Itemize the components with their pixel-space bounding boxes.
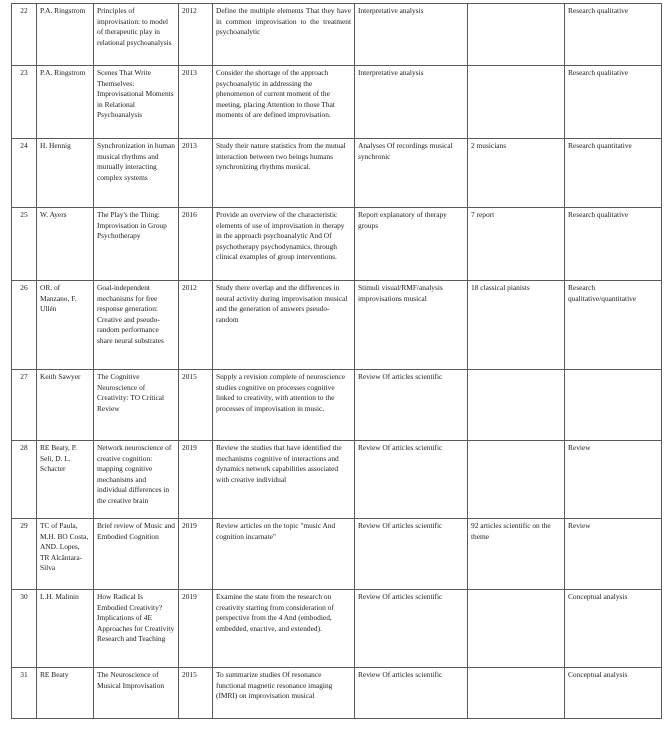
table-row bbox=[12, 139, 662, 208]
cell-year: 2015 bbox=[179, 668, 213, 719]
cell-year: 2019 bbox=[179, 441, 213, 519]
cell-entry-number: 28 bbox=[12, 441, 37, 519]
cell-method: Stimuli visual/RMF/analysis improvisations musical bbox=[355, 281, 468, 370]
cell-sample: 92 articles scientific on the theme bbox=[468, 519, 565, 590]
cell-objective: Consider the shortage of the approach psychoanalytic in addressing the phenomenon of current moment of the meeting, placing Attention to those That moments of are defined improvisation. bbox=[213, 66, 355, 139]
cell-entry-number: 29 bbox=[12, 519, 37, 590]
cell-title: The Neuroscience of Musical Improvisation bbox=[94, 668, 179, 719]
cell-study-type bbox=[565, 370, 662, 441]
cell-method: Review Of articles scientific bbox=[355, 590, 468, 668]
cell-author: H. Hennig bbox=[37, 139, 94, 208]
table-row bbox=[12, 370, 662, 441]
cell-author: TC of Paula, M.H. BO Costa, AND. Lopes, TR Alcântara-Silva bbox=[37, 519, 94, 590]
cell-title: Synchronization in human musical rhythms and mutually interacting complex systems bbox=[94, 139, 179, 208]
cell-year: 2012 bbox=[179, 4, 213, 66]
table-body bbox=[12, 4, 662, 719]
cell-study-type: Review bbox=[565, 441, 662, 519]
cell-study-type: Research quantitative bbox=[565, 139, 662, 208]
cell-title: How Radical Is Embodied Creativity? Implications of 4E Approaches for Creativity Research and Teaching bbox=[94, 590, 179, 668]
cell-method: Review Of articles scientific bbox=[355, 441, 468, 519]
cell-entry-number: 31 bbox=[12, 668, 37, 719]
cell-method: Interpretative analysis bbox=[355, 66, 468, 139]
cell-entry-number: 25 bbox=[12, 208, 37, 281]
table-row bbox=[12, 4, 662, 66]
cell-author: P.A. Ringstrom bbox=[37, 4, 94, 66]
cell-title: The Cognitive Neuroscience of Creativity: TO Critical Review bbox=[94, 370, 179, 441]
cell-title: Brief review of Music and Embodied Cognition bbox=[94, 519, 179, 590]
cell-objective: Study there overlap and the differences in neural activity during improvisation musical and the generation of answers pseudo-random bbox=[213, 281, 355, 370]
cell-year: 2016 bbox=[179, 208, 213, 281]
cell-year: 2015 bbox=[179, 370, 213, 441]
table-row bbox=[12, 519, 662, 590]
cell-sample bbox=[468, 668, 565, 719]
table-row bbox=[12, 668, 662, 719]
cell-author: RE Beaty, P. Seli, D. L. Schacter bbox=[37, 441, 94, 519]
cell-method: Review Of articles scientific bbox=[355, 370, 468, 441]
table-row bbox=[12, 441, 662, 519]
cell-sample: 18 classical pianists bbox=[468, 281, 565, 370]
cell-sample bbox=[468, 590, 565, 668]
cell-objective: Examine the state from the research on creativity starting from consideration of perspective from the 4 And (embodied, embedded, enactive, and extended). bbox=[213, 590, 355, 668]
cell-author: P.A. Ringstrom bbox=[37, 66, 94, 139]
cell-objective: Provide an overview of the characteristic elements of use of improvisation in therapy in the approach psychoanalytic And Of psychotherapy psychodynamics, through clinical examples of group interventions. bbox=[213, 208, 355, 281]
cell-title: Scenes That Write Themselves: Improvisational Moments in Relational Psychoanalysis bbox=[94, 66, 179, 139]
cell-author: RE Beaty bbox=[37, 668, 94, 719]
cell-sample bbox=[468, 370, 565, 441]
cell-method: Review Of articles scientific bbox=[355, 519, 468, 590]
cell-entry-number: 26 bbox=[12, 281, 37, 370]
cell-author: OR. of Manzano, F. Ullén bbox=[37, 281, 94, 370]
cell-author: W. Ayers bbox=[37, 208, 94, 281]
systematic-review-table bbox=[11, 3, 662, 719]
cell-year: 2012 bbox=[179, 281, 213, 370]
cell-entry-number: 24 bbox=[12, 139, 37, 208]
cell-sample: 7 report bbox=[468, 208, 565, 281]
cell-title: The Play's the Thing: Improvisation in Group Psychotherapy bbox=[94, 208, 179, 281]
cell-objective: Review the studies that have identified the mechanisms cognitive of interactions and dynamics network capabilities associated with creative individual bbox=[213, 441, 355, 519]
cell-method: Interpretative analysis bbox=[355, 4, 468, 66]
cell-entry-number: 30 bbox=[12, 590, 37, 668]
cell-study-type: Conceptual analysis bbox=[565, 668, 662, 719]
cell-title: Principles of improvisation: to model of therapeutic play in relational psychoanalysis bbox=[94, 4, 179, 66]
cell-study-type: Research qualitative bbox=[565, 208, 662, 281]
cell-sample bbox=[468, 441, 565, 519]
cell-author: L.H. Malinin bbox=[37, 590, 94, 668]
cell-entry-number: 27 bbox=[12, 370, 37, 441]
table-row bbox=[12, 590, 662, 668]
cell-year: 2013 bbox=[179, 66, 213, 139]
cell-objective: Define the multiple elements That they have in common improvisation to the treatment psychoanalytic bbox=[213, 4, 355, 66]
cell-author: Keith Sawyer bbox=[37, 370, 94, 441]
cell-objective: Review articles on the topic "music And cognition incarnate" bbox=[213, 519, 355, 590]
cell-year: 2019 bbox=[179, 590, 213, 668]
cell-entry-number: 23 bbox=[12, 66, 37, 139]
table-row bbox=[12, 66, 662, 139]
cell-method: Analyses Of recordings musical synchronic bbox=[355, 139, 468, 208]
cell-title: Goal-independent mechanisms for free response generation: Creative and pseudo-random performance share neural substrates bbox=[94, 281, 179, 370]
cell-method: Review Of articles scientific bbox=[355, 668, 468, 719]
cell-method: Report explanatory of therapy groups bbox=[355, 208, 468, 281]
cell-study-type: Research qualitative/quantitative bbox=[565, 281, 662, 370]
table-row bbox=[12, 281, 662, 370]
cell-entry-number: 22 bbox=[12, 4, 37, 66]
cell-title: Network neuroscience of creative cognition: mapping cognitive mechanisms and individual differences in the creative brain bbox=[94, 441, 179, 519]
cell-objective: Study their nature statistics from the mutual interaction between two beings humans synchronizing rhythms musical. bbox=[213, 139, 355, 208]
cell-study-type: Research qualitative bbox=[565, 66, 662, 139]
cell-sample bbox=[468, 66, 565, 139]
cell-study-type: Conceptual analysis bbox=[565, 590, 662, 668]
table-row bbox=[12, 208, 662, 281]
cell-year: 2013 bbox=[179, 139, 213, 208]
cell-objective: To summarize studies Of resonance functional magnetic resonance imaging (fMRI) on improvisation musical bbox=[213, 668, 355, 719]
cell-sample: 2 musicians bbox=[468, 139, 565, 208]
cell-year: 2019 bbox=[179, 519, 213, 590]
cell-objective: Supply a revision complete of neuroscience studies cognitive on processes cognitive linked to creativity, with attention to the processes of improvisation in music. bbox=[213, 370, 355, 441]
cell-study-type: Review bbox=[565, 519, 662, 590]
cell-study-type: Research qualitative bbox=[565, 4, 662, 66]
cell-sample bbox=[468, 4, 565, 66]
